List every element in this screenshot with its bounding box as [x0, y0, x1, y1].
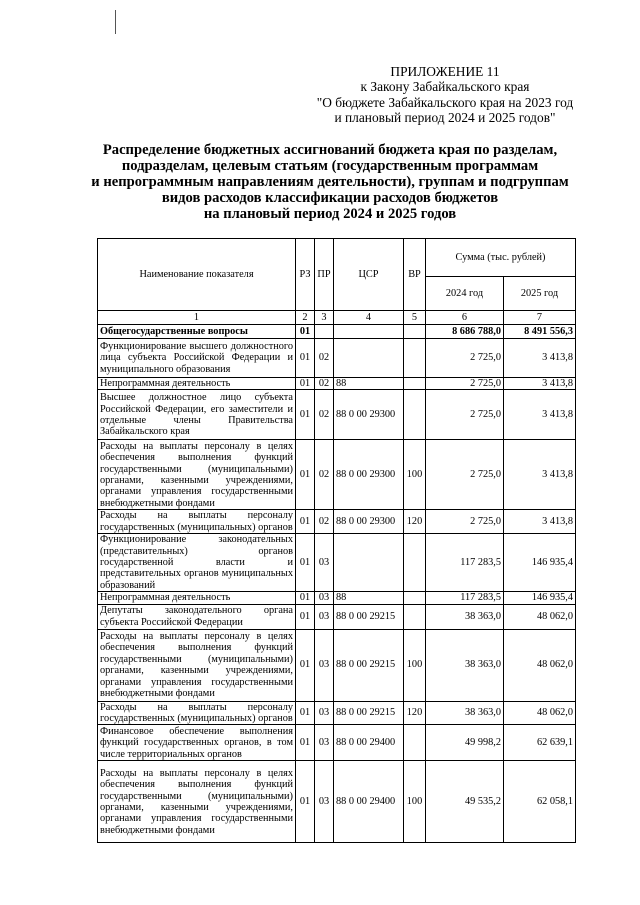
appendix-law-title: "О бюджете Забайкальского края на 2023 год [316, 94, 574, 110]
row-pr-cell: 03 [315, 629, 334, 701]
row-csr-cell: 88 [334, 592, 404, 604]
header-rz: РЗ [296, 239, 315, 311]
row-rz-cell: 01 [296, 629, 315, 701]
row-csr-cell: 88 0 00 29215 [334, 604, 404, 629]
row-amount-2025-cell: 62 058,1 [504, 761, 576, 843]
row-amount-2025-cell: 8 491 556,3 [504, 325, 576, 339]
title-line: и непрограммным направлениям деятельности), группам и подгруппам [91, 173, 569, 190]
column-index: 1 [98, 311, 296, 325]
header-sum: Сумма (тыс. рублей) [426, 239, 576, 277]
row-vr-cell: 100 [404, 629, 426, 701]
row-vr-cell: 120 [404, 701, 426, 725]
column-index: 4 [334, 311, 404, 325]
row-name-cell: Непрограммная деятельность [98, 378, 296, 390]
row-name-cell: Финансовое обеспечение выполнения функций государственных органов, в том числе территориальных органов [98, 725, 296, 761]
row-amount-2025-cell: 3 413,8 [504, 339, 576, 378]
row-rz-cell: 01 [296, 604, 315, 629]
header-year-2024: 2024 год [426, 277, 504, 311]
row-rz-cell: 01 [296, 440, 315, 510]
table-row [98, 761, 576, 843]
row-csr-cell [334, 325, 404, 339]
row-amount-2025-cell: 48 062,0 [504, 629, 576, 701]
column-index: 6 [426, 311, 504, 325]
row-amount-2024-cell: 2 725,0 [426, 390, 504, 440]
row-amount-2025-cell: 48 062,0 [504, 701, 576, 725]
appendix-number: ПРИЛОЖЕНИЕ 11 [390, 64, 500, 79]
row-pr-cell: 03 [315, 761, 334, 843]
row-rz-cell: 01 [296, 325, 315, 339]
table-row [98, 339, 576, 378]
column-index: 2 [296, 311, 315, 325]
table-body [98, 325, 576, 843]
row-amount-2024-cell: 2 725,0 [426, 378, 504, 390]
row-amount-2024-cell: 2 725,0 [426, 339, 504, 378]
column-index: 7 [504, 311, 576, 325]
table-row [98, 440, 576, 510]
row-vr-cell [404, 592, 426, 604]
header-name: Наименование показателя [98, 239, 296, 311]
row-csr-cell: 88 0 00 29400 [334, 725, 404, 761]
document-title [80, 143, 580, 223]
row-rz-cell: 01 [296, 592, 315, 604]
header-pr: ПР [315, 239, 334, 311]
row-name-cell: Расходы на выплаты персоналу в целях обеспечения выполнения функций государственными (муниципальными) органами, казенными учреждениями, органами управления государственными внебюджетными фондами [98, 761, 296, 843]
row-name-cell: Функционирование высшего должностного лица субъекта Российской Федерации и муниципального образования [98, 339, 296, 378]
row-name-cell: Функционирование законодательных (представительных) органов государственной власти и представительных органов муниципальных образований [98, 534, 296, 592]
row-pr-cell: 03 [315, 604, 334, 629]
row-name-cell: Расходы на выплаты персоналу в целях обеспечения выполнения функций государственными (муниципальными) органами, казенными учреждениями, органами управления государственными внебюджетными фондами [98, 629, 296, 701]
row-amount-2025-cell: 146 935,4 [504, 592, 576, 604]
row-amount-2025-cell: 3 413,8 [504, 510, 576, 534]
row-csr-cell: 88 [334, 378, 404, 390]
row-vr-cell [404, 339, 426, 378]
row-rz-cell: 01 [296, 701, 315, 725]
row-vr-cell [404, 390, 426, 440]
row-pr-cell: 03 [315, 701, 334, 725]
table-row [98, 629, 576, 701]
row-rz-cell: 01 [296, 510, 315, 534]
row-csr-cell: 88 0 00 29300 [334, 510, 404, 534]
row-vr-cell: 120 [404, 510, 426, 534]
row-amount-2024-cell: 8 686 788,0 [426, 325, 504, 339]
table-row [98, 510, 576, 534]
appendix-law-ref: к Закону Забайкальского края [360, 79, 530, 95]
row-csr-cell [334, 339, 404, 378]
row-pr-cell: 02 [315, 390, 334, 440]
row-amount-2025-cell: 3 413,8 [504, 440, 576, 510]
row-amount-2024-cell: 2 725,0 [426, 440, 504, 510]
row-rz-cell: 01 [296, 534, 315, 592]
row-rz-cell: 01 [296, 339, 315, 378]
appendix-header [300, 64, 590, 126]
table-row [98, 534, 576, 592]
row-pr-cell [315, 325, 334, 339]
row-vr-cell [404, 604, 426, 629]
row-csr-cell [334, 534, 404, 592]
appendix-law-period: и плановый период 2024 и 2025 годов" [334, 110, 556, 126]
table-row [98, 325, 576, 339]
scan-edge-mark [115, 10, 116, 34]
row-csr-cell: 88 0 00 29215 [334, 701, 404, 725]
row-amount-2024-cell: 49 535,2 [426, 761, 504, 843]
row-name-cell: Непрограммная деятельность [98, 592, 296, 604]
row-amount-2025-cell: 3 413,8 [504, 378, 576, 390]
row-pr-cell: 02 [315, 510, 334, 534]
row-amount-2025-cell: 48 062,0 [504, 604, 576, 629]
row-rz-cell: 01 [296, 378, 315, 390]
header-vr: ВР [404, 239, 426, 311]
table-row [98, 604, 576, 629]
row-name-cell: Высшее должностное лицо субъекта Российской Федерации, его заместители и отдельные члены Правительства Забайкальского края [98, 390, 296, 440]
row-name-cell: Расходы на выплаты персоналу государственных (муниципальных) органов [98, 510, 296, 534]
row-amount-2025-cell: 62 639,1 [504, 725, 576, 761]
header-year-2025: 2025 год [504, 277, 576, 311]
column-index: 5 [404, 311, 426, 325]
title-line: подразделам, целевым статьям (государственным программам [121, 157, 539, 174]
row-rz-cell: 01 [296, 761, 315, 843]
column-index: 3 [315, 311, 334, 325]
budget-table [97, 238, 576, 843]
header-csr: ЦСР [334, 239, 404, 311]
row-amount-2024-cell: 38 363,0 [426, 701, 504, 725]
row-amount-2024-cell: 38 363,0 [426, 604, 504, 629]
row-amount-2025-cell: 3 413,8 [504, 390, 576, 440]
row-rz-cell: 01 [296, 390, 315, 440]
row-vr-cell [404, 325, 426, 339]
row-name-cell: Депутаты законодательного органа субъекта Российской Федерации [98, 604, 296, 629]
row-amount-2024-cell: 49 998,2 [426, 725, 504, 761]
title-line: на плановый период 2024 и 2025 годов [203, 205, 457, 222]
row-name-cell: Общегосударственные вопросы [98, 325, 296, 339]
row-vr-cell: 100 [404, 440, 426, 510]
row-amount-2024-cell: 38 363,0 [426, 629, 504, 701]
row-pr-cell: 02 [315, 378, 334, 390]
row-vr-cell [404, 725, 426, 761]
row-rz-cell: 01 [296, 725, 315, 761]
row-amount-2024-cell: 117 283,5 [426, 592, 504, 604]
row-amount-2024-cell: 2 725,0 [426, 510, 504, 534]
column-index-row [98, 311, 576, 325]
row-name-cell: Расходы на выплаты персоналу государственных (муниципальных) органов [98, 701, 296, 725]
row-vr-cell [404, 534, 426, 592]
row-pr-cell: 02 [315, 440, 334, 510]
row-csr-cell: 88 0 00 29400 [334, 761, 404, 843]
row-pr-cell: 03 [315, 592, 334, 604]
table-row [98, 701, 576, 725]
row-csr-cell: 88 0 00 29300 [334, 440, 404, 510]
row-name-cell: Расходы на выплаты персоналу в целях обеспечения выполнения функций государственными (муниципальными) органами, казенными учреждениями, органами управления государственными внебюджетными фондами [98, 440, 296, 510]
table-row [98, 725, 576, 761]
table-row [98, 390, 576, 440]
row-vr-cell [404, 378, 426, 390]
table-row [98, 592, 576, 604]
row-pr-cell: 03 [315, 725, 334, 761]
title-line: Распределение бюджетных ассигнований бюджета края по разделам, [102, 142, 558, 158]
row-csr-cell: 88 0 00 29215 [334, 629, 404, 701]
row-amount-2024-cell: 117 283,5 [426, 534, 504, 592]
row-csr-cell: 88 0 00 29300 [334, 390, 404, 440]
table-row [98, 378, 576, 390]
row-amount-2025-cell: 146 935,4 [504, 534, 576, 592]
row-vr-cell: 100 [404, 761, 426, 843]
title-line: видов расходов классификации расходов бюджетов [161, 189, 499, 206]
row-pr-cell: 02 [315, 339, 334, 378]
row-pr-cell: 03 [315, 534, 334, 592]
